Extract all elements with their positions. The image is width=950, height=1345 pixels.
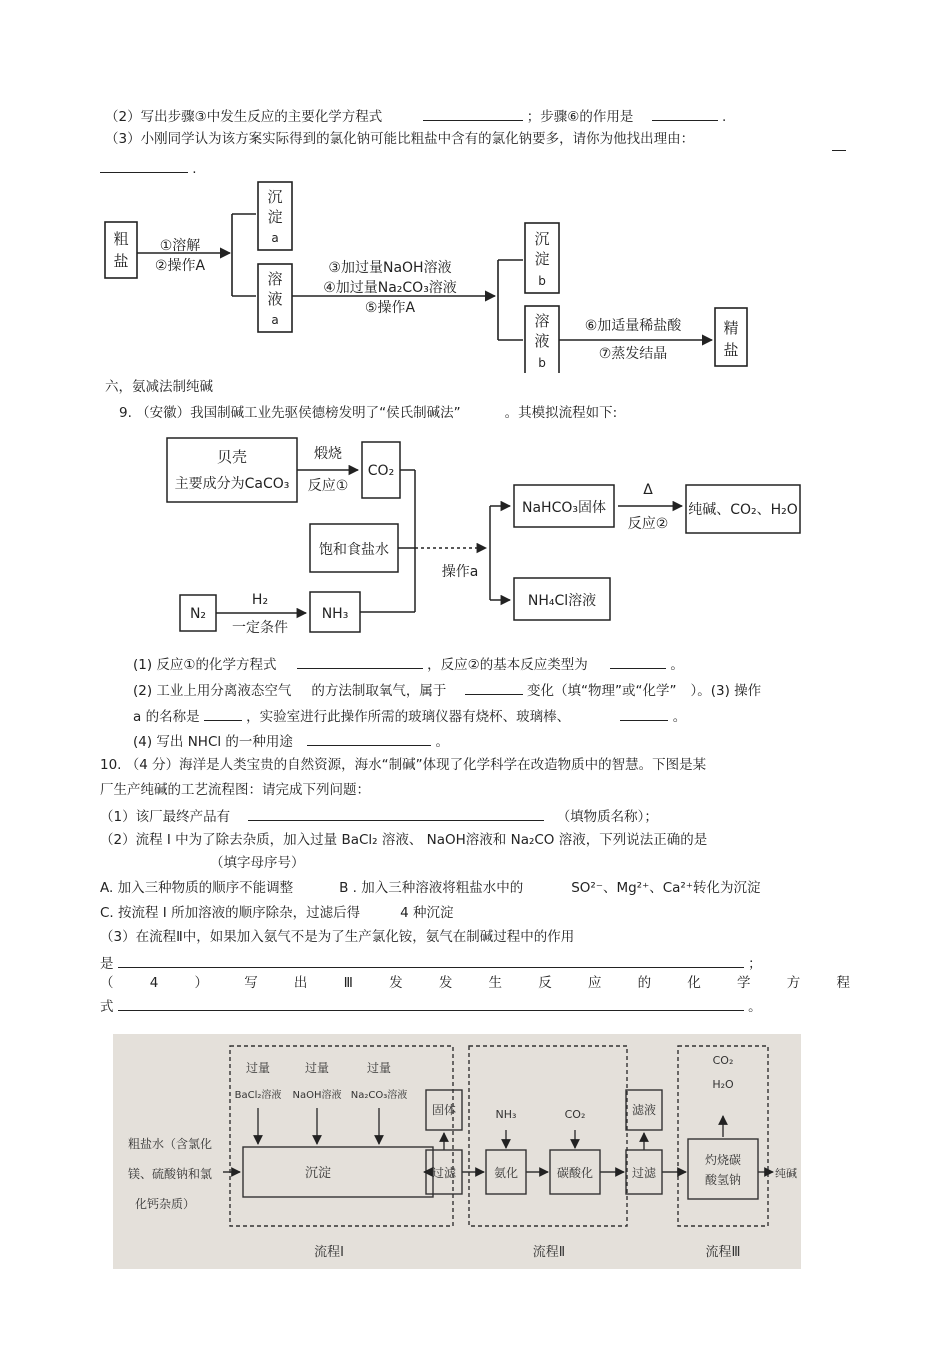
calcine-label-2: 酸氢钠 (704, 1173, 742, 1187)
box-precipitate (243, 1147, 433, 1197)
section-6-heading: 六，氨减法制纯碱 (105, 379, 213, 395)
svg-text:溶: 溶 (267, 270, 283, 288)
svg-text:溶: 溶 (534, 312, 550, 330)
precipitate-label: 沉淀 (304, 1166, 332, 1181)
q10-option-c: C. 按流程 I 所加溶液的顺序除杂，过滤后得 4 种沉淀 (100, 905, 454, 921)
q10-line-5: （填字母序号） (210, 855, 305, 871)
q10-line-11: 式 。 (100, 996, 762, 1016)
filtrate-label: 滤液 (631, 1103, 657, 1117)
carbonate-label: 碳酸化 (556, 1166, 594, 1180)
q10-line-1: 10. （4 分）海洋是人类宝贵的自然资源，海水“制碱”体现了化学科学在改造物质中的智慧。下图是某 (100, 757, 707, 773)
q10-line-9: 是 ； (100, 953, 762, 973)
step-add-naoh: ③加过量NaOH溶液 (328, 260, 452, 276)
svg-text:b: b (538, 274, 546, 288)
q2-answer-blank-2[interactable] (652, 106, 718, 121)
q2-text: （2）写出步骤③中发生反应的主要化学方程式 (105, 109, 383, 125)
excess-label-2: 过量 (304, 1061, 330, 1075)
q10-1-blank[interactable] (248, 806, 544, 821)
crude-salt-char-1: 粗 (113, 230, 129, 248)
step-operation-a: ②操作A (154, 258, 206, 274)
q9-3-blank-b[interactable] (620, 706, 668, 721)
filter-label-2: 过滤 (631, 1166, 657, 1180)
nahco3-label: NaHCO₃固体 (522, 500, 606, 516)
co2-box-label: CO₂ (367, 463, 395, 479)
q2-text-b: ；步骤⑥的作用是 (526, 109, 634, 125)
raw-brine-line-1: 粗盐水（含氯化 (127, 1137, 213, 1151)
q2-answer-blank-1[interactable] (423, 106, 523, 121)
process-1-label: 流程Ⅰ (314, 1245, 344, 1260)
svg-text:a: a (271, 231, 279, 245)
nh4cl-label: NH₄Cl溶液 (527, 593, 597, 609)
process-2-label: 流程Ⅱ (532, 1245, 566, 1260)
shell-composition: 主要成分为CaCO₃ (174, 476, 290, 492)
heat-symbol: Δ (643, 482, 653, 498)
raw-brine-line-3: 化钙杂质） (134, 1197, 196, 1211)
q9-part-1: (1) 反应①的化学方程式 ，反应②的基本反应类型为 。 (133, 654, 684, 674)
step-operation-a-2: ⑤操作A (364, 300, 416, 316)
soda-ash-label: 纯碱 (775, 1167, 797, 1180)
solid-label: 固体 (431, 1103, 457, 1117)
calcine-label-1: 灼烧碳 (704, 1153, 742, 1167)
h2-label: H₂ (251, 592, 269, 608)
excess-label-3: 过量 (366, 1061, 392, 1075)
h2o-output-label: H₂O (712, 1078, 734, 1091)
svg-text:精: 精 (723, 319, 739, 337)
products-label: 纯碱、CO₂、H₂O (688, 502, 798, 518)
q10-line-10: （ 4 ） 写 出 Ⅲ 发 发 生 反 应 的 化 学 方 程 (100, 975, 850, 991)
ammoniate-label: 氨化 (493, 1166, 519, 1180)
excess-label-1: 过量 (245, 1061, 271, 1075)
q9-3-blank-a[interactable] (204, 706, 242, 721)
step-add-hcl: ⑥加适量稀盐酸 (584, 318, 682, 334)
brine-label: 饱和食盐水 (319, 542, 389, 558)
q9-2-blank[interactable] (465, 680, 523, 695)
q10-line-3: （1）该厂最终产品有 （填物质名称）； (100, 806, 658, 826)
naoh-label: NaOH溶液 (292, 1090, 342, 1101)
q9-4-blank[interactable] (307, 731, 431, 746)
calcine-label: 煅烧 (314, 446, 342, 462)
q3-line-2: . (100, 158, 197, 178)
svg-text:液: 液 (267, 290, 283, 308)
q10-line-2: 厂生产纯碱的工艺流程图：请完成下列问题： (100, 782, 370, 798)
q9-1-blank-a[interactable] (297, 654, 423, 669)
flow-diagram-1 (100, 178, 760, 373)
q9-part-3: a 的名称是 ，实验室进行此操作所需的玻璃仪器有烧杯、玻璃棒、 。 (133, 706, 686, 726)
na2co3-label: Na₂CO₃溶液 (350, 1090, 408, 1101)
n2-label: N₂ (189, 606, 207, 622)
svg-text:沉: 沉 (534, 230, 550, 248)
svg-text:淀: 淀 (534, 250, 550, 268)
operation-a-label: 操作a (441, 564, 479, 580)
q9-part-4: (4) 写出 NHCl 的一种用途 。 (133, 731, 449, 751)
co2-input-label: CO₂ (564, 1108, 586, 1121)
q9-1-blank-b[interactable] (610, 654, 666, 669)
step-evaporate: ⑦蒸发结晶 (598, 346, 668, 362)
nh3-box-label: NH₃ (321, 606, 349, 622)
q10-line-4: （2）流程 I 中为了除去杂质，加入过量 BaCl₂ 溶液、 NaOH溶液和 Na₂CO 溶液，下列说法正确的是 (100, 832, 708, 848)
svg-text:a: a (271, 313, 279, 327)
svg-text:b: b (538, 356, 546, 370)
process-flow-diagram (113, 1034, 801, 1269)
process-flow-scan (113, 1034, 801, 1269)
q10-option-ab: A. 加入三种物质的顺序不能调整 B . 加入三种溶液将粗盐水中的 SO²⁻、Mg²⁺、Ca²⁺转化为沉淀 (100, 880, 761, 896)
svg-text:液: 液 (534, 332, 550, 350)
flow-diagram-hou (150, 428, 820, 643)
q2-line: （2）写出步骤③中发生反应的主要化学方程式 ；步骤⑥的作用是 . (105, 106, 726, 126)
co2-output-label: CO₂ (712, 1054, 734, 1067)
box-calcine (688, 1139, 758, 1199)
q3-answer-blank[interactable] (100, 158, 188, 173)
condition-label: 一定条件 (232, 620, 288, 636)
svg-text:盐: 盐 (723, 341, 739, 359)
svg-text:淀: 淀 (267, 208, 283, 226)
reaction-2-label: 反应② (627, 516, 669, 532)
step-add-na2co3: ④加过量Na₂CO₃溶液 (323, 280, 457, 296)
q3-text: （3）小刚同学认为该方案实际得到的氯化钠可能比粗盐中含有的氯化钠要多，请你为他找出理由： (105, 131, 695, 147)
q10-4-blank[interactable] (118, 996, 744, 1011)
crude-salt-char-2: 盐 (113, 252, 129, 270)
filter-label-1: 过滤 (431, 1166, 457, 1180)
q3-blank-tail[interactable] (832, 136, 846, 151)
q10-3-blank[interactable] (118, 953, 744, 968)
reaction-1-label: 反应① (307, 478, 349, 494)
q3-line (105, 130, 694, 148)
q9-part-2: (2) 工业上用分离液态空气 的方法制取氧气，属于 变化（填“物理”或“化学” ）。(3) 操作 (133, 680, 761, 700)
svg-text:沉: 沉 (267, 188, 283, 206)
raw-brine-line-2: 镁、硫酸钠和氯 (127, 1167, 213, 1181)
q10-line-8: （3）在流程Ⅱ中，如果加入氨气不是为了生产氯化铵，氨气在制碱过程中的作用 (100, 929, 575, 945)
shell-label: 贝壳 (216, 448, 248, 466)
q9-intro: 9. （安徽）我国制碱工业先驱侯德榜发明了“侯氏制碱法” 。其模拟流程如下: (119, 405, 618, 421)
process-3-label: 流程Ⅲ (705, 1245, 741, 1260)
step-dissolve: ①溶解 (159, 238, 201, 254)
bacl2-label: BaCl₂溶液 (234, 1090, 282, 1101)
nh3-input-label: NH₃ (495, 1108, 517, 1121)
process-2-frame (469, 1046, 627, 1226)
